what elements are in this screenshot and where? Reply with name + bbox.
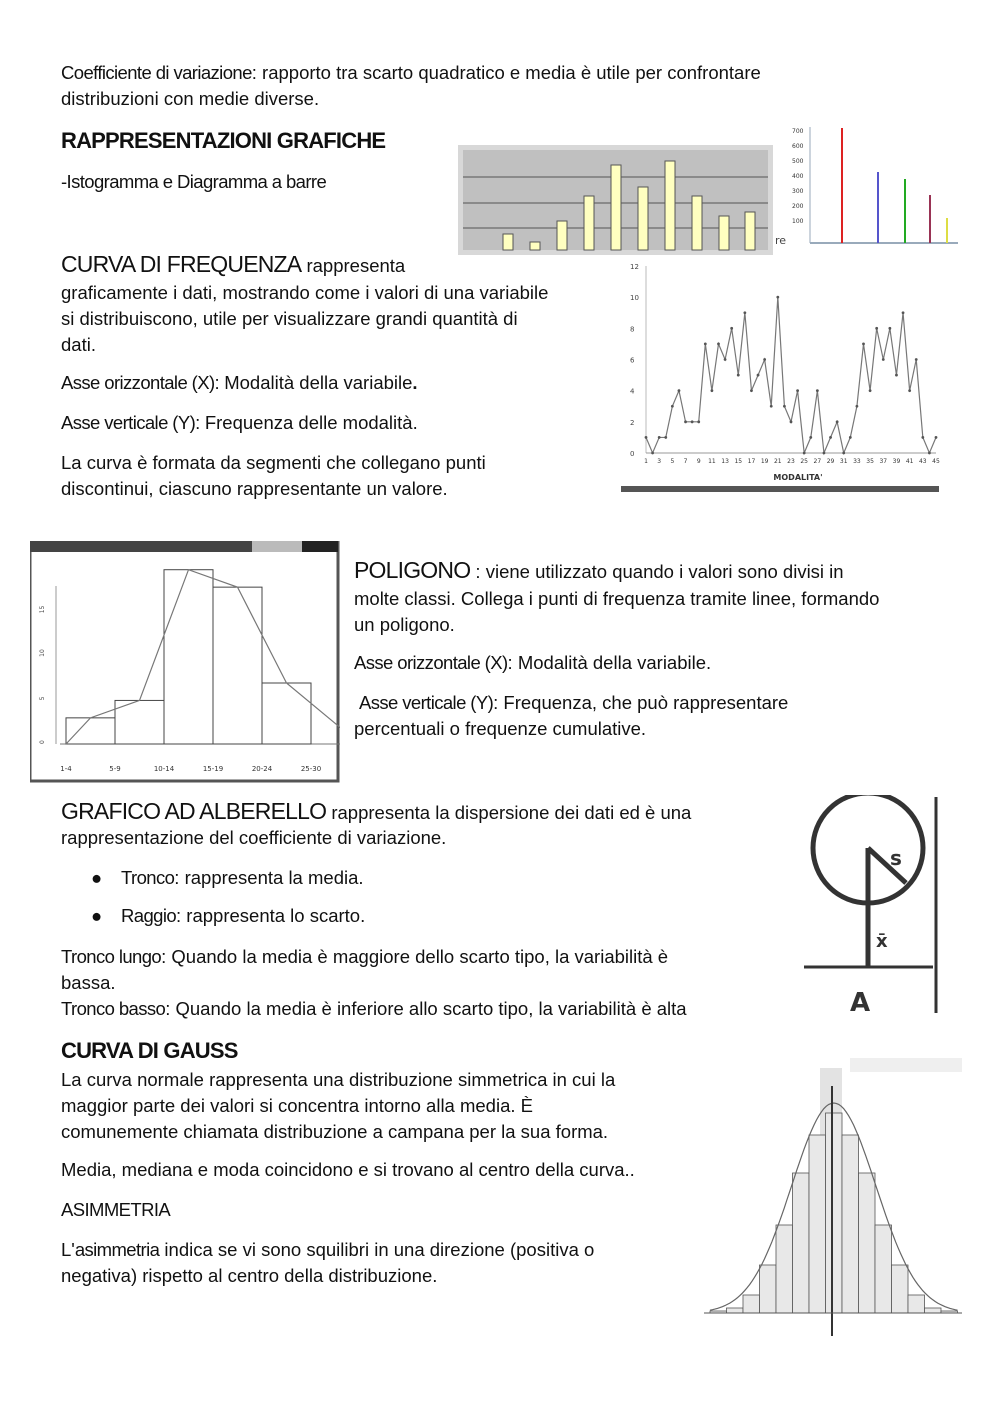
y-tick-label: 10: [39, 649, 46, 657]
asimmetria-line-2: negativa) rispetto al centro della distribuzione.: [61, 1265, 438, 1286]
x-tick-label: 19: [760, 458, 769, 465]
y-tick-label: 2: [630, 418, 635, 427]
x-tick-label: 20-24: [251, 765, 273, 773]
x-tick-label: 1-4: [60, 765, 72, 773]
gauss-bar: [875, 1225, 892, 1313]
data-point: [895, 374, 898, 377]
x-tick-label: 1: [644, 458, 648, 465]
gauss-line-4: Media, mediana e moda coincidono e si trovano al centro della curva..: [61, 1159, 635, 1180]
stick-tick-label: 300: [792, 188, 804, 195]
bottom-bar: [621, 486, 939, 492]
data-point: [697, 420, 700, 423]
x-tick-label: 37: [879, 458, 888, 465]
x-tick-label: 5-9: [109, 765, 121, 773]
frequenza-line-3: dati.: [61, 334, 96, 355]
tronco-lungo-term: Tronco lungo: [61, 946, 162, 967]
x-tick-label: 17: [747, 458, 756, 465]
rappresentazioni-subtitle: -Istogramma e Diagramma a barre: [61, 171, 327, 192]
frequenza-y-label: Asse verticale (Y):: [61, 412, 200, 433]
cv-term: Coefficiente di variazione: [61, 62, 252, 83]
data-point: [658, 436, 661, 439]
top-bar-dark: [30, 541, 252, 552]
gauss-bar: [859, 1173, 876, 1313]
x-tick-label: 39: [892, 458, 901, 465]
data-point: [829, 436, 832, 439]
data-point: [671, 405, 674, 408]
gauss-bar: [842, 1135, 859, 1313]
histogram-polygon-chart: [30, 541, 340, 783]
bullet-text: : rappresenta la media.: [174, 867, 364, 888]
asimmetria-heading: ASIMMETRIA: [61, 1199, 171, 1220]
x-tick-label: 25: [800, 458, 809, 465]
poligono-x-text: : Modalità della variabile.: [507, 652, 712, 673]
x-tick-label: 23: [787, 458, 795, 465]
asimmetria-line-1: [61, 1237, 594, 1263]
alberello-sketch: [798, 795, 943, 1017]
data-point: [783, 405, 786, 408]
data-point: [928, 452, 931, 455]
x-tick-label: 15: [734, 458, 743, 465]
data-point: [743, 311, 746, 314]
stick-tick-label: 100: [792, 218, 804, 225]
data-point: [717, 343, 720, 346]
x-tick-label: 21: [773, 458, 782, 465]
data-point: [908, 389, 911, 392]
gauss-line-3: comunemente chiamata distribuzione a campana per la sua forma.: [61, 1121, 609, 1142]
bullet-term: Tronco: [121, 867, 175, 888]
bullet-text: : rappresenta lo scarto.: [176, 905, 366, 926]
data-point: [849, 436, 852, 439]
cv-line-2: distribuzioni con medie diverse.: [61, 88, 320, 109]
bullet-dot-icon: ●: [91, 867, 103, 888]
data-point: [691, 420, 694, 423]
data-point: [750, 389, 753, 392]
data-point: [803, 452, 806, 455]
data-point: [796, 389, 799, 392]
data-point: [678, 389, 681, 392]
y-tick-label: 15: [39, 605, 46, 614]
frequenza-y-axis: [61, 410, 418, 436]
frequenza-x-axis: [61, 370, 418, 396]
asimmetria-term: asimmetria: [74, 1239, 160, 1260]
y-tick-label: 5: [39, 696, 46, 701]
bullet-dot-icon: ●: [91, 905, 103, 926]
alberello-s-label: s: [890, 846, 902, 870]
data-point: [823, 452, 826, 455]
frequenza-x-dot: .: [412, 372, 418, 393]
frequenza-x-text: Modalità della variabile: [219, 372, 413, 393]
data-point: [862, 343, 865, 346]
bar-chart-image: [458, 140, 793, 255]
x-tick-label: 11: [708, 458, 716, 465]
x-tick-label: 10-14: [153, 765, 175, 773]
y-tick-label: 6: [630, 356, 635, 365]
x-tick-label: 7: [683, 458, 688, 465]
alberello-title: GRAFICO AD ALBERELLO: [61, 798, 327, 824]
poligono-title: POLIGONO: [354, 557, 471, 583]
tronco-basso-text: : Quando la media è inferiore allo scarto tipo, la variabilità è alta: [165, 998, 687, 1019]
stick-tick-label: 500: [792, 158, 804, 165]
chart-frame: [30, 541, 338, 781]
data-point: [770, 405, 773, 408]
data-point: [882, 358, 885, 361]
x-tick-label: 9: [696, 458, 701, 465]
x-tick-label: 3: [657, 458, 662, 465]
data-point: [737, 374, 740, 377]
poligono-y-axis: [359, 690, 788, 716]
x-tick-label: 43: [918, 458, 927, 465]
alberello-a-label: A: [850, 988, 871, 1017]
data-point: [888, 327, 891, 330]
bar-chart-suffix: re: [775, 234, 787, 247]
alberello-line-2: rappresentazione del coefficiente di variazione.: [61, 827, 447, 848]
poligono-y-text: : Frequenza, che può rappresentare: [493, 692, 789, 713]
data-point: [856, 405, 859, 408]
poligono-y-label: Asse verticale (Y): [359, 692, 494, 713]
frequenza-y-text: Frequenza delle modalità.: [199, 412, 418, 433]
gauss-bar: [760, 1265, 777, 1313]
y-tick-label: 0: [630, 450, 635, 458]
tronco-basso-term: Tronco basso: [61, 998, 166, 1019]
frequenza-x-label: Asse orizzontale (X):: [61, 372, 220, 393]
data-point: [704, 343, 707, 346]
x-tick-label: 35: [866, 458, 874, 465]
x-tick-label: 31: [839, 458, 848, 465]
data-point: [842, 452, 845, 455]
cv-line-1: [61, 60, 761, 86]
data-point: [915, 358, 918, 361]
gauss-bar: [793, 1173, 810, 1313]
frequenza-title: CURVA DI FREQUENZA: [61, 251, 302, 277]
tronco-lungo-line: [61, 944, 668, 970]
gauss-bar: [908, 1295, 925, 1313]
data-point: [724, 358, 727, 361]
x-tick-label: 45: [932, 458, 940, 465]
corner-shade: [850, 1058, 962, 1072]
gauss-bar: [743, 1295, 760, 1313]
stick-tick-label: 400: [792, 173, 804, 180]
data-point: [902, 311, 905, 314]
frequenza-line-2: si distribuiscono, utile per visualizzare grandi quantità di: [61, 308, 518, 329]
data-point: [836, 420, 839, 423]
cv-text: : rapporto tra scarto quadratico e media è utile per confrontare: [251, 62, 761, 83]
y-tick-label: 8: [630, 325, 635, 334]
poligono-intro: : viene utilizzato quando i valori sono divisi in: [470, 561, 844, 582]
y-tick-label: 0: [39, 740, 46, 744]
data-point: [935, 436, 938, 439]
data-point: [869, 389, 872, 392]
data-point: [921, 436, 924, 439]
gauss-line-2: maggior parte dei valori si concentra intorno alla media. È: [61, 1095, 533, 1116]
bullet-item-tronco: [91, 865, 364, 891]
poligono-heading-line: [354, 556, 844, 585]
gauss-bar: [892, 1265, 909, 1313]
stick-tick-label: 700: [792, 128, 804, 135]
poligono-x-label: Asse orizzontale (X): [354, 652, 508, 673]
gauss-bar: [809, 1135, 826, 1313]
rappresentazioni-title: RAPPRESENTAZIONI GRAFICHE: [61, 128, 386, 153]
poligono-line-3: un poligono.: [354, 614, 455, 635]
asimmetria-prefix: L': [61, 1239, 75, 1260]
data-point: [757, 374, 760, 377]
frequenza-line-1: graficamente i dati, mostrando come i valori di una variabile: [61, 282, 549, 303]
bullet-term: Raggio: [121, 905, 177, 926]
stick-chart-image: [792, 125, 960, 250]
x-tick-label: 13: [721, 458, 729, 465]
alberello-heading-line: [61, 797, 691, 826]
data-point: [776, 296, 779, 299]
stick-tick-label: 200: [792, 203, 804, 210]
gauss-bar: [727, 1308, 744, 1313]
gauss-histogram-image: [700, 1058, 965, 1338]
data-point: [711, 389, 714, 392]
data-point: [809, 436, 812, 439]
asimmetria-text: indica se vi sono squilibri in una direzione (positiva o: [159, 1239, 595, 1260]
x-tick-label: 41: [905, 458, 914, 465]
x-tick-label: 33: [853, 458, 861, 465]
stick-tick-label: 600: [792, 143, 804, 150]
x-tick-label: 25-30: [300, 765, 322, 773]
alberello-x-label: x̄: [876, 931, 888, 952]
y-tick-label: 12: [630, 263, 639, 271]
poligono-x-axis: [354, 650, 711, 676]
tronco-lungo-line-2: bassa.: [61, 972, 116, 993]
frequency-line-chart: [618, 258, 943, 494]
data-point: [816, 389, 819, 392]
x-tick-label: 5: [670, 458, 675, 465]
frequenza-desc-2: discontinui, ciascuno rappresentante un valore.: [61, 478, 448, 499]
gauss-line-1: La curva normale rappresenta una distribuzione simmetrica in cui la: [61, 1069, 616, 1090]
data-point: [684, 420, 687, 423]
series-line: [646, 297, 936, 453]
data-point: [664, 436, 667, 439]
gauss-title: CURVA DI GAUSS: [61, 1038, 238, 1063]
data-point: [763, 358, 766, 361]
x-tick-label: 27: [813, 458, 822, 465]
alberello-intro: rappresenta la dispersione dei dati ed è una: [326, 802, 692, 823]
x-tick-label: 15-19: [202, 765, 224, 773]
gauss-bar: [826, 1113, 843, 1313]
data-point: [645, 436, 648, 439]
poligono-y-line-2: percentuali o frequenze cumulative.: [354, 718, 647, 739]
top-bar-black: [302, 541, 338, 552]
data-point: [730, 327, 733, 330]
top-bar-light: [252, 541, 302, 552]
tronco-basso-line: [61, 996, 687, 1022]
data-point: [651, 452, 654, 455]
x-tick-label: 29: [826, 458, 835, 465]
frequenza-heading-line: [61, 250, 405, 279]
y-tick-label: 10: [630, 294, 639, 303]
frequenza-desc-1: La curva è formata da segmenti che collegano punti: [61, 452, 486, 473]
gauss-bar: [925, 1308, 942, 1313]
data-point: [790, 420, 793, 423]
bullet-item-raggio: [91, 903, 365, 929]
frequenza-intro: rappresenta: [301, 255, 406, 276]
poligono-line-2: molte classi. Collega i punti di frequenza tramite linee, formando: [354, 588, 880, 609]
tronco-lungo-text: : Quando la media è maggiore dello scarto tipo, la variabilità è: [161, 946, 669, 967]
x-axis-title: MODALITA': [773, 473, 823, 482]
gauss-bar: [776, 1225, 793, 1313]
y-tick-label: 4: [630, 387, 635, 396]
data-point: [875, 327, 878, 330]
